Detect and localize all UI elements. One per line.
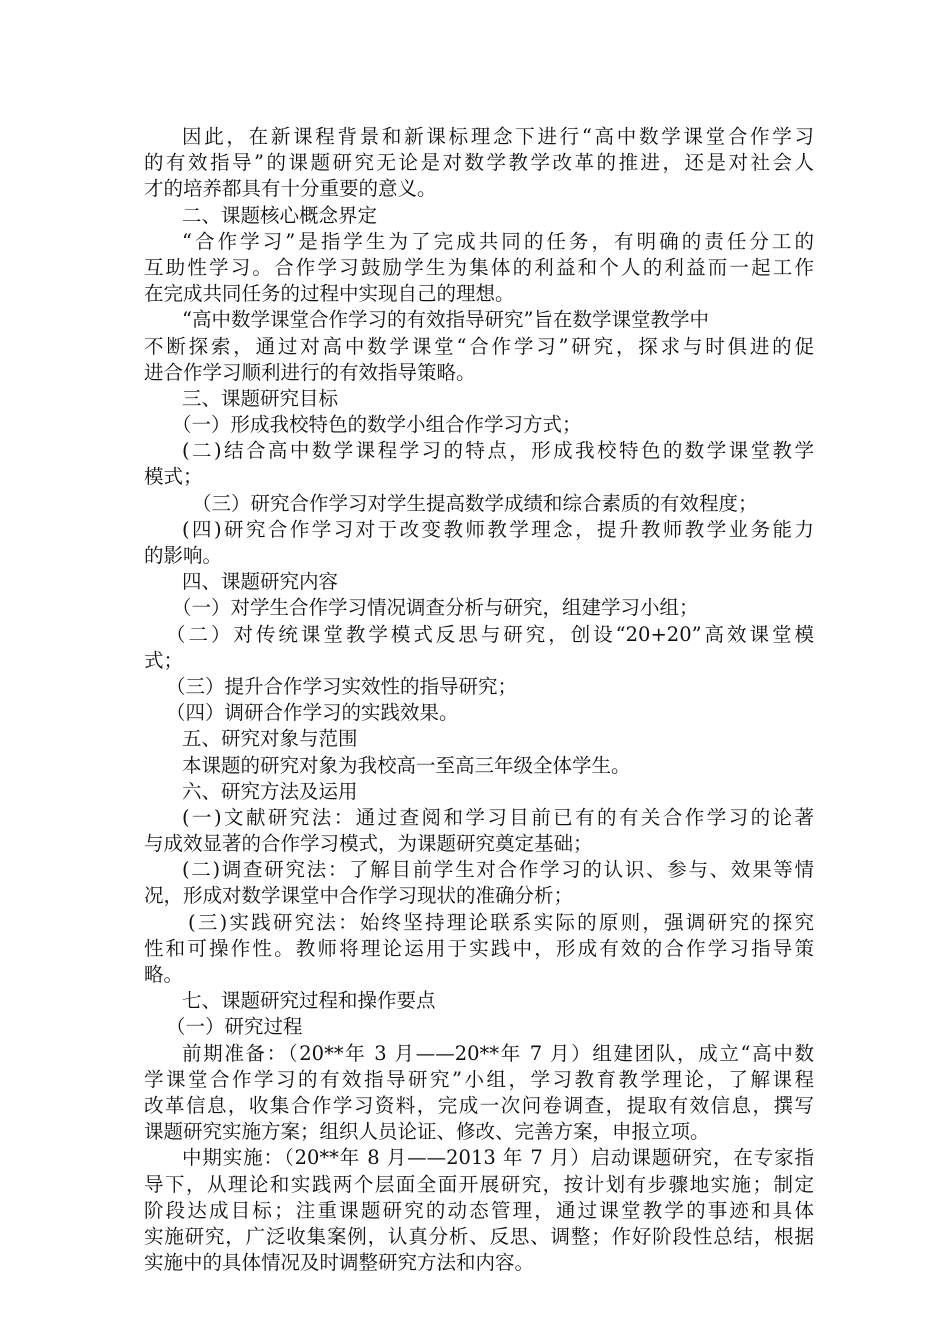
section-heading: 二、课题核心概念界定 xyxy=(182,203,378,227)
list-item: (二)调查研究法：了解目前学生对合作学习的认识、参与、效果等情 xyxy=(182,858,814,882)
text-line: 课题研究实施方案；组织人员论证、修改、完善方案，申报立项。 xyxy=(144,1120,710,1144)
list-item: （一）对学生合作学习情况调查分析与研究，组建学习小组； xyxy=(172,596,699,620)
text-line: 性和可操作性。教师将理论运用于实践中，形成有效的合作学习指导策 xyxy=(144,936,814,960)
text-line: 的影响。 xyxy=(144,544,223,567)
text-line: 才的培养都具有十分重要的意义。 xyxy=(144,177,437,201)
text-line: “高中数学课堂合作学习的有效指导研究”旨在数学课堂教学中 xyxy=(182,308,709,332)
text-line: 中期实施：（20**年 8 月——2013 年 7 月）启动课题研究，在专家指 xyxy=(182,1146,814,1170)
list-item: (三)实践研究法：始终坚持理论联系实际的原则，强调研究的探究 xyxy=(188,910,814,934)
list-item: (二)结合高中数学课程学习的特点，形成我校特色的数学课堂教学 xyxy=(182,439,814,463)
list-item: （四）调研合作学习的实践效果。 xyxy=(166,701,459,725)
text-line: 因此，在新课程背景和新课标理念下进行“高中数学课堂合作学习 xyxy=(182,125,814,148)
section-heading: 五、研究对象与范围 xyxy=(182,727,358,751)
list-item: (四)研究合作学习对于改变教师教学理念，提升教师教学业务能力 xyxy=(182,517,814,541)
text-line: 本课题的研究对象为我校高一至高三年级全体学生。 xyxy=(182,753,631,777)
text-line: 导下，从理论和实践两个层面全面开展研究，按计划有步骤地实施；制定 xyxy=(144,1172,814,1196)
document-body xyxy=(144,124,814,1276)
list-item: （一）形成我校特色的数学小组合作学习方式； xyxy=(172,413,582,437)
text-line: 在完成共同任务的过程中实现自己的理想。 xyxy=(144,282,515,306)
text-line: 式； xyxy=(144,648,184,672)
section-heading: 七、课题研究过程和操作要点 xyxy=(182,989,436,1013)
text-line: 互助性学习。合作学习鼓励学生为集体的利益和个人的利益而一起工作 xyxy=(144,255,814,279)
text-line: 与成效显著的合作学习模式，为课题研究奠定基础； xyxy=(144,832,593,856)
text-line: 略。 xyxy=(144,963,184,986)
section-heading: 三、课题研究目标 xyxy=(182,386,339,410)
list-item: （三）研究合作学习对学生提高数学成绩和综合素质的有效程度； xyxy=(192,491,758,515)
text-line: 模式； xyxy=(144,465,203,489)
section-heading: 六、研究方法及运用 xyxy=(182,779,358,803)
section-heading: 四、课题研究内容 xyxy=(182,570,339,594)
text-line: 的有效指导”的课题研究无论是对数学教学改革的推进，还是对社会人 xyxy=(144,151,814,175)
list-item: （三）提升合作学习实效性的指导研究； xyxy=(166,674,518,698)
text-line: 不断探索，通过对高中数学课堂“合作学习”研究，探求与时俱进的促 xyxy=(144,334,814,358)
text-line: “合作学习”是指学生为了完成共同的任务，有明确的责任分工的 xyxy=(182,229,814,253)
text-line: 况，形成对数学课堂中合作学习现状的准确分析； xyxy=(144,884,574,908)
text-line: 进合作学习顺利进行的有效指导策略。 xyxy=(144,360,476,384)
subsection-heading: （一）研究过程 xyxy=(166,1015,303,1039)
text-line: 实施研究，广泛收集案例，认真分析、反思、调整；作好阶段性总结，根据 xyxy=(144,1224,814,1248)
list-item: (一)文献研究法：通过查阅和学习目前已有的有关合作学习的论著 xyxy=(182,805,814,829)
text-line: 学课堂合作学习的有效指导研究”小组，学习教育教学理论，了解课程 xyxy=(144,1067,814,1091)
text-line: 前期准备：（20**年 3 月——20**年 7 月）组建团队，成立“高中数 xyxy=(182,1041,814,1065)
text-line: 阶段达成目标；注重课题研究的动态管理，通过课堂教学的事迹和具体 xyxy=(144,1198,814,1222)
list-item: （二）对传统课堂教学模式反思与研究，创设“20+20”高效课堂模 xyxy=(166,622,814,646)
text-line: 改革信息，收集合作学习资料，完成一次问卷调查，提取有效信息，撰写 xyxy=(144,1093,814,1117)
text-line: 实施中的具体情况及时调整研究方法和内容。 xyxy=(144,1251,535,1275)
